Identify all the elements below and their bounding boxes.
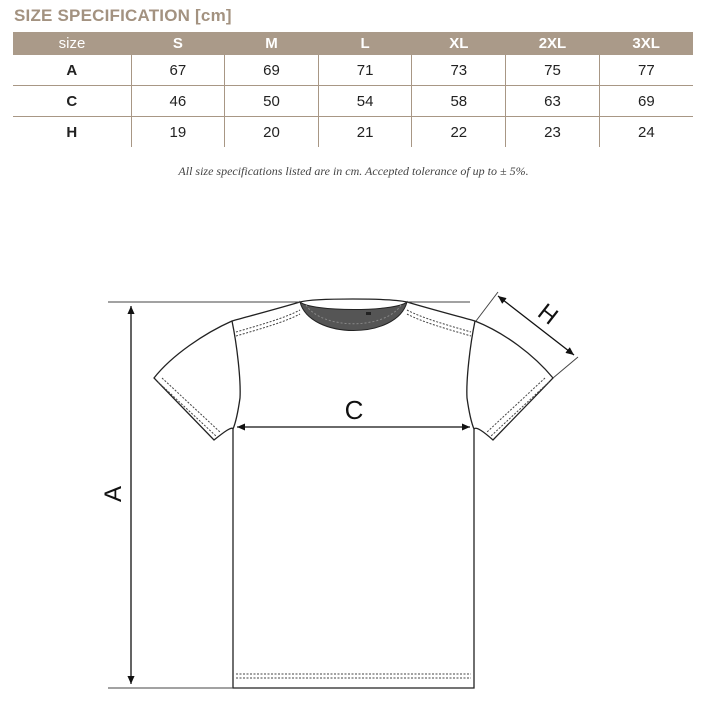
size-header: XL	[412, 32, 506, 55]
size-header: L	[318, 32, 412, 55]
tolerance-note: All size specifications listed are in cm. Accepted tolerance of up to ± 5%.	[178, 164, 529, 178]
label-c: C	[344, 395, 364, 425]
measure-h	[476, 292, 578, 378]
row-label: H	[66, 123, 78, 141]
size-header: 3XL	[599, 32, 693, 55]
table-cell: 69	[225, 55, 319, 86]
measure-c	[237, 395, 470, 427]
table-cell: 46	[131, 86, 225, 117]
table-cell: 24	[599, 117, 693, 148]
table-cell: 63	[506, 86, 600, 117]
row-label: C	[13, 86, 131, 117]
table-cell: 77	[599, 55, 693, 86]
table-cell: 21	[318, 117, 412, 148]
measure-a	[100, 302, 470, 688]
size-header: S	[131, 32, 225, 55]
table-cell: 75	[506, 55, 600, 86]
table-cell: 20	[225, 117, 319, 148]
stitching	[158, 310, 549, 678]
label-a: A	[100, 485, 127, 503]
collar	[300, 302, 407, 331]
table-cell: 67	[131, 55, 225, 86]
size-column-header: size	[13, 32, 131, 55]
size-header: M	[225, 32, 319, 55]
label-h: H	[532, 298, 563, 331]
table-cell: 19	[131, 117, 225, 148]
table-cell: 58	[412, 86, 506, 117]
table-cell: 69	[599, 86, 693, 117]
row-label: A	[13, 55, 131, 86]
table-cell: 54	[318, 86, 412, 117]
table-cell: 22	[412, 117, 506, 148]
tshirt-outline	[154, 299, 553, 688]
table-cell: 23	[506, 117, 600, 148]
table-cell: 50	[225, 86, 319, 117]
page-title: SIZE SPECIFICATION [cm]	[14, 6, 232, 25]
size-header: 2XL	[506, 32, 600, 55]
table-cell: 73	[412, 55, 506, 86]
table-cell: 71	[318, 55, 412, 86]
